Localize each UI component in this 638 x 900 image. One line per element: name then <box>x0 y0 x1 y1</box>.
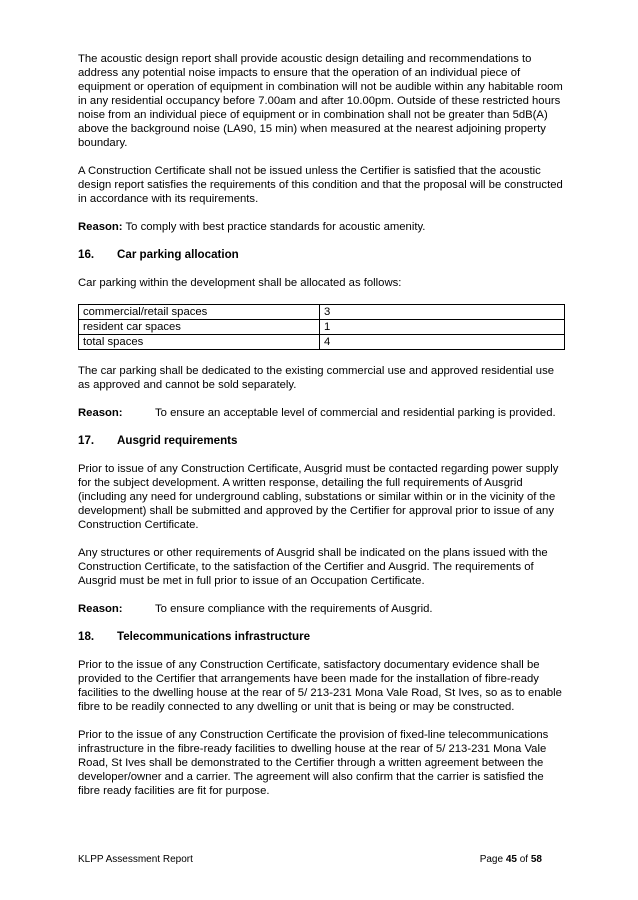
reason-label: Reason: <box>78 221 123 233</box>
table-cell-label: total spaces <box>79 335 320 350</box>
section-17-heading <box>78 434 564 448</box>
table-row <box>79 335 565 350</box>
s17-paragraph-1: Prior to issue of any Construction Certificate, Ausgrid must be contacted regarding power supply for the subject development. A written response, detailing the full requirements of Ausgrid (including any need for underground cabling, substations or similar within or in the vicinity of the development) shall be submitted and approved by the Certifier for approval prior to issue of any Construction Certificate. <box>78 463 559 531</box>
reason-text: To comply with best practice standards for acoustic amenity. <box>122 221 426 233</box>
car-parking-table <box>78 304 565 350</box>
reason-text: To ensure an acceptable level of commercial and residential parking is provided. <box>155 407 556 419</box>
section-title: Ausgrid requirements <box>117 434 238 447</box>
current-page: 45 <box>505 854 517 865</box>
s16-paragraph-1: Car parking within the development shall be allocated as follows: <box>78 277 402 289</box>
table-row <box>79 320 565 335</box>
intro-reason <box>78 220 564 234</box>
section-number: 18. <box>78 630 95 643</box>
section-number: 16. <box>78 248 95 261</box>
of-word: of <box>516 854 531 865</box>
reason-label: Reason: <box>78 407 123 419</box>
intro-paragraph-2: A Construction Certificate shall not be issued unless the Certifier is satisfied that the acoustic design report satisfies the requirements of this condition and that the proposal will be constructed in accordance with its requirements. <box>78 165 563 205</box>
s18-paragraph-1: Prior to the issue of any Construction Certificate, satisfactory documentary evidence shall be provided to the Certifier that arrangements have been made for the installation of fibre-ready facilities to the dwelling house at the rear of 5/ 213-231 Mona Vale Road, St Ives, so as to enable fibre to be readily connected to any dwelling or unit that is being or may be constructed. <box>78 659 562 713</box>
section-title: Car parking allocation <box>117 248 239 261</box>
table-cell-value: 1 <box>320 320 565 335</box>
page-number <box>480 854 542 865</box>
section-16-heading <box>78 248 564 262</box>
section-number: 17. <box>78 434 95 447</box>
s18-paragraph-2: Prior to the issue of any Construction Certificate the provision of fixed-line telecommunications infrastructure in the fibre-ready facilities to dwelling house at the rear of 5/ 213-231 Mona Vale Road, St Ives shall be demonstrated to the Certifier through a written agreement between the developer/owner and a carrier. The agreement will also confirm that the carrier is satisfied the fibre ready facilities are fit for purpose. <box>78 729 549 797</box>
table-cell-label: commercial/retail spaces <box>79 305 320 320</box>
section-18-heading <box>78 630 564 644</box>
table-row <box>79 305 565 320</box>
table-cell-label: resident car spaces <box>79 320 320 335</box>
page-word: Page <box>479 854 506 865</box>
s16-reason <box>78 406 564 420</box>
s17-reason <box>78 602 564 616</box>
total-pages: 58 <box>530 854 542 865</box>
s17-paragraph-2: Any structures or other requirements of Ausgrid shall be indicated on the plans issued with the Construction Certificate, to the satisfaction of the Certifier and Ausgrid. The requirements of Ausgrid must be met in full prior to issue of an Occupation Certificate. <box>78 547 548 587</box>
s16-paragraph-2: The car parking shall be dedicated to the existing commercial use and approved residential use as approved and cannot be sold separately. <box>78 365 554 391</box>
table-cell-value: 3 <box>320 305 565 320</box>
intro-paragraph-1: The acoustic design report shall provide acoustic design detailing and recommendations to address any potential noise impacts to ensure that the operation of an individual piece of equipment or operation of equipment in combination will not be audible within any habitable room in any residential occupancy before 7.00am and after 10.00pm. Outside of these restricted hours noise from an individual piece of equipment or in combination shall not be greater than 5dB(A) above the background noise (LA90, 15 min) when measured at the nearest adjoining property boundary. <box>78 53 563 149</box>
table-cell-value: 4 <box>320 335 565 350</box>
footer-report-title: KLPP Assessment Report <box>78 854 193 865</box>
section-title: Telecommunications infrastructure <box>117 630 311 643</box>
reason-text: To ensure compliance with the requirements of Ausgrid. <box>155 603 433 615</box>
reason-label: Reason: <box>78 603 123 615</box>
document-body <box>78 52 564 812</box>
